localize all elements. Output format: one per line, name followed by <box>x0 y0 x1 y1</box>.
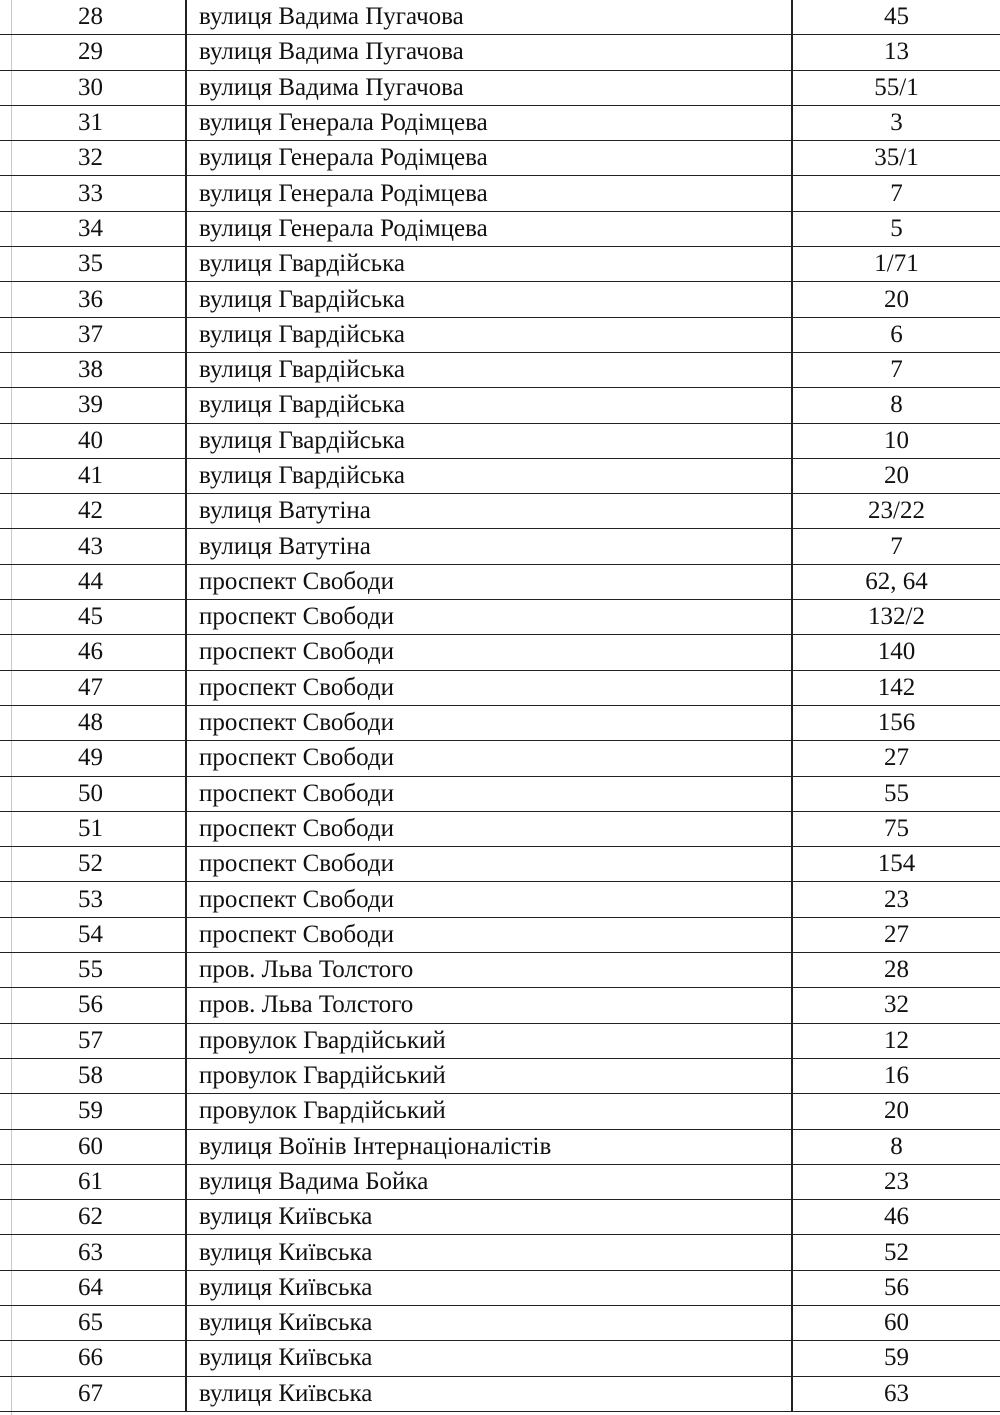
table-row <box>0 600 1000 635</box>
table-row <box>0 317 1000 352</box>
house-number-cell: 75 <box>792 811 1000 846</box>
street-name-cell: вулиця Ватутіна <box>186 529 792 564</box>
street-name-cell: проспект Свободи <box>186 564 792 599</box>
house-number-cell: 27 <box>792 917 1000 952</box>
row-number-cell: 56 <box>0 988 186 1023</box>
table-row <box>0 352 1000 387</box>
street-name-cell: вулиця Київська <box>186 1200 792 1235</box>
table-row <box>0 494 1000 529</box>
street-name-cell: вулиця Вадима Пугачова <box>186 70 792 105</box>
street-name-cell: вулиця Воїнів Інтернаціоналістів <box>186 1129 792 1164</box>
table-row <box>0 811 1000 846</box>
table-row <box>0 211 1000 246</box>
row-number-cell: 45 <box>0 600 186 635</box>
house-number-cell: 20 <box>792 282 1000 317</box>
house-number-cell: 46 <box>792 1200 1000 1235</box>
house-number-cell: 59 <box>792 1341 1000 1376</box>
street-name-cell: проспект Свободи <box>186 847 792 882</box>
house-number-cell: 7 <box>792 352 1000 387</box>
row-number-cell: 51 <box>0 811 186 846</box>
house-number-cell: 6 <box>792 317 1000 352</box>
street-name-cell: вулиця Київська <box>186 1305 792 1340</box>
street-name-cell: вулиця Генерала Родімцева <box>186 141 792 176</box>
row-number-cell: 47 <box>0 670 186 705</box>
row-number-cell: 40 <box>0 423 186 458</box>
row-number-cell: 64 <box>0 1270 186 1305</box>
row-number-cell: 58 <box>0 1058 186 1093</box>
house-number-cell: 10 <box>792 423 1000 458</box>
house-number-cell: 23 <box>792 1164 1000 1199</box>
house-number-cell: 7 <box>792 176 1000 211</box>
table-row <box>0 388 1000 423</box>
house-number-cell: 62, 64 <box>792 564 1000 599</box>
house-number-cell: 8 <box>792 1129 1000 1164</box>
house-number-cell: 142 <box>792 670 1000 705</box>
row-number-cell: 48 <box>0 705 186 740</box>
table-row <box>0 247 1000 282</box>
house-number-cell: 60 <box>792 1305 1000 1340</box>
house-number-cell: 55 <box>792 776 1000 811</box>
row-number-cell: 34 <box>0 211 186 246</box>
table-row <box>0 1235 1000 1270</box>
table-row <box>0 882 1000 917</box>
row-number-cell: 44 <box>0 564 186 599</box>
table-row <box>0 1023 1000 1058</box>
row-number-cell: 32 <box>0 141 186 176</box>
row-number-cell: 57 <box>0 1023 186 1058</box>
table-row <box>0 1305 1000 1340</box>
house-number-cell: 8 <box>792 388 1000 423</box>
table-row <box>0 635 1000 670</box>
house-number-cell: 12 <box>792 1023 1000 1058</box>
house-number-cell: 154 <box>792 847 1000 882</box>
row-number-cell: 50 <box>0 776 186 811</box>
row-number-cell: 46 <box>0 635 186 670</box>
table-row <box>0 282 1000 317</box>
row-number-cell: 52 <box>0 847 186 882</box>
table-row <box>0 1164 1000 1199</box>
row-number-cell: 36 <box>0 282 186 317</box>
row-number-cell: 65 <box>0 1305 186 1340</box>
street-name-cell: проспект Свободи <box>186 741 792 776</box>
table-row <box>0 1129 1000 1164</box>
street-name-cell: проспект Свободи <box>186 670 792 705</box>
table-row <box>0 529 1000 564</box>
street-name-cell: проспект Свободи <box>186 705 792 740</box>
street-name-cell: вулиця Гвардійська <box>186 352 792 387</box>
house-number-cell: 23/22 <box>792 494 1000 529</box>
row-number-cell: 59 <box>0 1094 186 1129</box>
row-number-cell: 28 <box>0 0 186 35</box>
table-row <box>0 0 1000 35</box>
table-row <box>0 458 1000 493</box>
row-number-cell: 31 <box>0 105 186 140</box>
street-name-cell: вулиця Гвардійська <box>186 423 792 458</box>
house-number-cell: 28 <box>792 953 1000 988</box>
street-name-cell: вулиця Київська <box>186 1270 792 1305</box>
row-number-cell: 61 <box>0 1164 186 1199</box>
table-row <box>0 1094 1000 1129</box>
house-number-cell: 56 <box>792 1270 1000 1305</box>
house-number-cell: 13 <box>792 35 1000 70</box>
house-number-cell: 7 <box>792 529 1000 564</box>
table-row <box>0 176 1000 211</box>
table-row <box>0 847 1000 882</box>
street-name-cell: вулиця Вадима Пугачова <box>186 35 792 70</box>
table-row <box>0 670 1000 705</box>
house-number-cell: 1/71 <box>792 247 1000 282</box>
row-number-cell: 63 <box>0 1235 186 1270</box>
street-name-cell: вулиця Генерала Родімцева <box>186 211 792 246</box>
house-number-cell: 55/1 <box>792 70 1000 105</box>
row-number-cell: 41 <box>0 458 186 493</box>
street-name-cell: провулок Гвардійський <box>186 1094 792 1129</box>
row-number-cell: 66 <box>0 1341 186 1376</box>
street-name-cell: проспект Свободи <box>186 600 792 635</box>
street-name-cell: вулиця Ватутіна <box>186 494 792 529</box>
house-number-cell: 32 <box>792 988 1000 1023</box>
table-row <box>0 741 1000 776</box>
row-number-cell: 53 <box>0 882 186 917</box>
street-name-cell: вулиця Вадима Бойка <box>186 1164 792 1199</box>
row-number-cell: 35 <box>0 247 186 282</box>
house-number-cell: 3 <box>792 105 1000 140</box>
house-number-cell: 20 <box>792 458 1000 493</box>
table-row <box>0 1200 1000 1235</box>
table-row <box>0 35 1000 70</box>
street-name-cell: вулиця Гвардійська <box>186 388 792 423</box>
house-number-cell: 156 <box>792 705 1000 740</box>
row-number-cell: 42 <box>0 494 186 529</box>
street-name-cell: провулок Гвардійський <box>186 1023 792 1058</box>
street-name-cell: проспект Свободи <box>186 811 792 846</box>
house-number-cell: 35/1 <box>792 141 1000 176</box>
house-number-cell: 140 <box>792 635 1000 670</box>
table-row <box>0 1058 1000 1093</box>
row-number-cell: 62 <box>0 1200 186 1235</box>
street-name-cell: пров. Льва Толстого <box>186 988 792 1023</box>
table-row <box>0 1270 1000 1305</box>
street-name-cell: вулиця Київська <box>186 1376 792 1411</box>
table-row <box>0 423 1000 458</box>
row-number-cell: 54 <box>0 917 186 952</box>
street-name-cell: вулиця Генерала Родімцева <box>186 176 792 211</box>
table-row <box>0 953 1000 988</box>
row-number-cell: 39 <box>0 388 186 423</box>
table-row <box>0 1341 1000 1376</box>
street-name-cell: вулиця Гвардійська <box>186 317 792 352</box>
street-name-cell: вулиця Вадима Пугачова <box>186 0 792 35</box>
row-number-cell: 33 <box>0 176 186 211</box>
street-name-cell: пров. Льва Толстого <box>186 953 792 988</box>
row-number-cell: 49 <box>0 741 186 776</box>
street-name-cell: вулиця Гвардійська <box>186 458 792 493</box>
table-row <box>0 705 1000 740</box>
house-number-cell: 132/2 <box>792 600 1000 635</box>
table-row <box>0 141 1000 176</box>
house-number-cell: 45 <box>792 0 1000 35</box>
street-name-cell: проспект Свободи <box>186 776 792 811</box>
street-name-cell: вулиця Гвардійська <box>186 247 792 282</box>
table-row <box>0 917 1000 952</box>
table-row <box>0 105 1000 140</box>
table-row <box>0 564 1000 599</box>
row-number-cell: 67 <box>0 1376 186 1411</box>
street-name-cell: вулиця Гвардійська <box>186 282 792 317</box>
row-number-cell: 55 <box>0 953 186 988</box>
house-number-cell: 23 <box>792 882 1000 917</box>
row-number-cell: 30 <box>0 70 186 105</box>
house-number-cell: 5 <box>792 211 1000 246</box>
house-number-cell: 16 <box>792 1058 1000 1093</box>
table-row <box>0 988 1000 1023</box>
street-name-cell: провулок Гвардійський <box>186 1058 792 1093</box>
table-row <box>0 1376 1000 1411</box>
street-name-cell: проспект Свободи <box>186 635 792 670</box>
row-number-cell: 43 <box>0 529 186 564</box>
table-row <box>0 70 1000 105</box>
house-number-cell: 52 <box>792 1235 1000 1270</box>
street-name-cell: вулиця Київська <box>186 1341 792 1376</box>
street-name-cell: вулиця Генерала Родімцева <box>186 105 792 140</box>
house-number-cell: 20 <box>792 1094 1000 1129</box>
street-name-cell: вулиця Київська <box>186 1235 792 1270</box>
street-name-cell: проспект Свободи <box>186 917 792 952</box>
table-row <box>0 776 1000 811</box>
row-number-cell: 38 <box>0 352 186 387</box>
house-number-cell: 63 <box>792 1376 1000 1411</box>
house-number-cell: 27 <box>792 741 1000 776</box>
street-name-cell: проспект Свободи <box>186 882 792 917</box>
row-number-cell: 29 <box>0 35 186 70</box>
row-number-cell: 37 <box>0 317 186 352</box>
row-number-cell: 60 <box>0 1129 186 1164</box>
